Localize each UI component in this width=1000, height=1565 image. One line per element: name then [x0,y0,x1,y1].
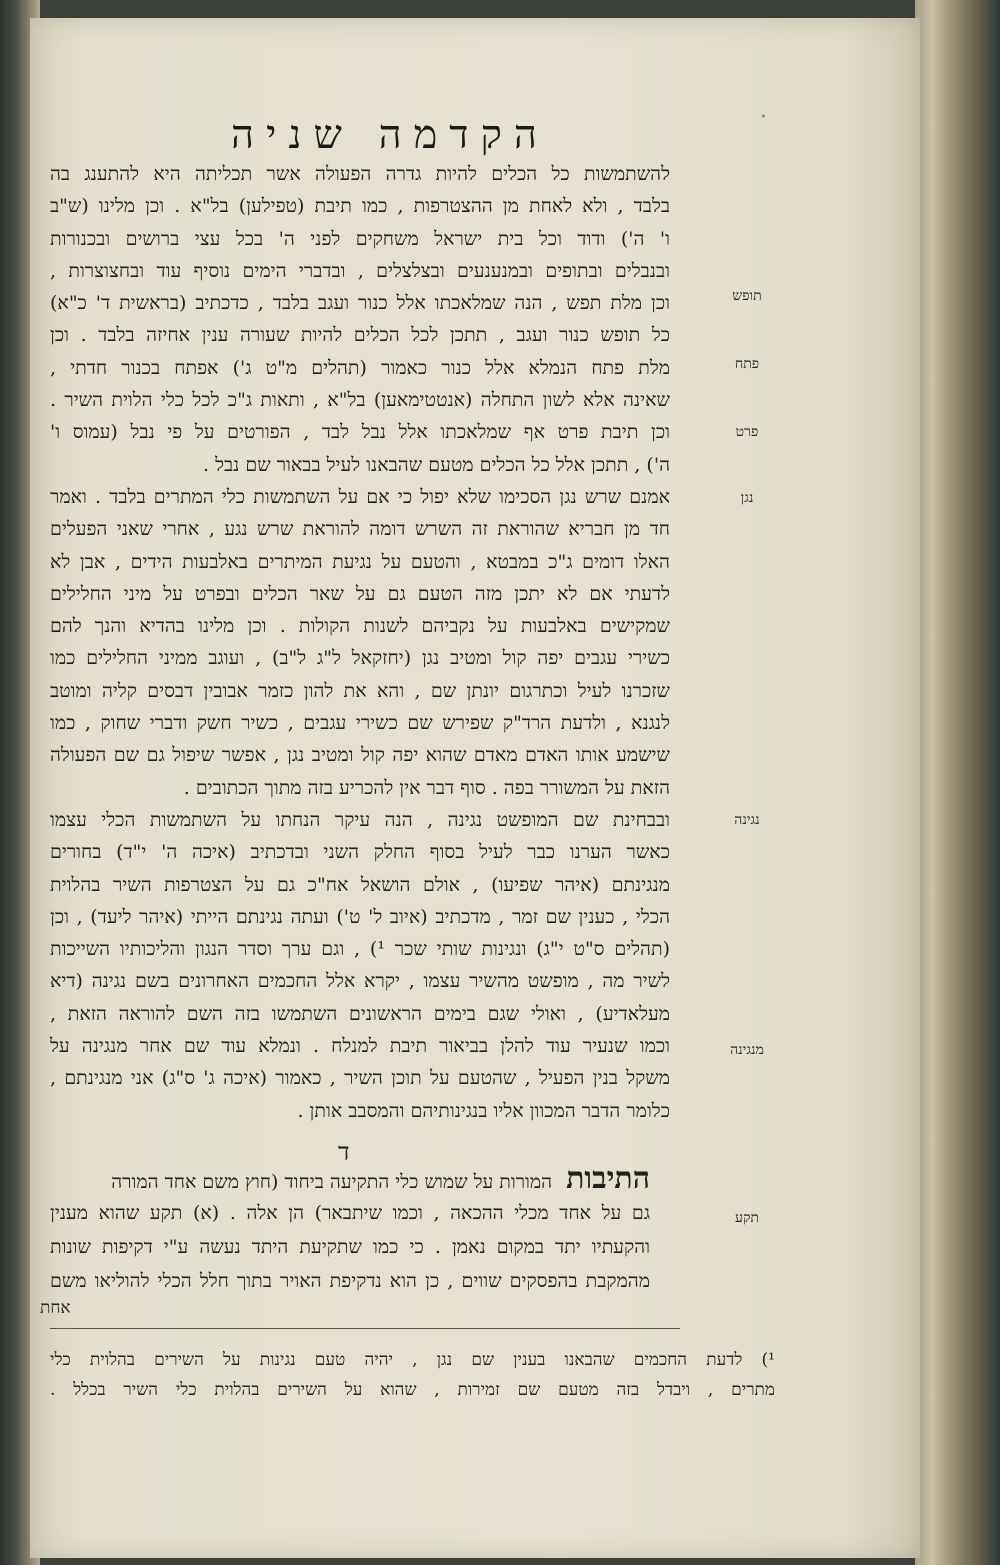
footnote-marker: ¹) [761,1350,775,1370]
text-line: כל תופש כנור ועגב , תתכן לכל הכלים להיות שעורה ענין אחיזה בלבד . וכן [50,324,670,347]
footnote-line: מתרים , ויבדל בזה מטעם שם זמירות , שהוא על השירים בהלוית כלי השיר בכלל . [50,1380,775,1400]
text-line: מלת פתח הנמלא אלל כנור כאמור (תהלים מ"ט ג') אפתח בכנור חדתי , [50,356,670,379]
text-line: להשתמשות כל הכלים להיות גדרה הפעולה אשר תכליתה היא להתענג בה [50,163,670,185]
text-line: לנגנא , ולדעת הרד"ק שפירש שם כשירי עגבים , כשיר חשק ודברי שחוק , כמו [50,712,670,735]
text-line: שישמע אותו האדם מאדם שהוא יפה קול ומטיב נגן , אפשר שיפול גם שם הפעולה [50,744,670,767]
text-line: וכמו שנעיר עוד להלן בביאור תיבת למנלח . ונמלא עוד שם אחר מנגינה על [50,1035,670,1058]
text-line: בלבד , ולא לאחת מן ההצטרפות , כמו תיבת (טפילען) בל"א . וכן מלינו (ש"ב [50,195,670,218]
text-line: שזכרנו לעיל וכתרגום יונתן שם , והא את להון כזמר אבובין דבסים קליה ומוטב [50,679,670,702]
text-line: ה') , תתכן אלל כל הכלים מטעם שהבאנו לעיל בבאור שם נבל . [203,453,670,476]
text-line: לשיר מה , מופשט מהשיר עצמו , יקרא אלל החכמים האחרונים בשם נגינה (דיא [50,970,670,993]
section-lead-word: התיבות [566,1162,650,1196]
text-line: גם על אחד מכלי ההכאה , וכמו שיתבאר) הן אלה . (א) תקע שהוא מענין [50,1202,650,1224]
decorative-mark-icon: · [760,105,767,130]
text-line: כלומר הדבר המכוון אליו בנגינותיהם והמסבב אותן . [297,1099,670,1122]
section-two-text [50,1162,650,1298]
text-line: ובנבלים ובתופים ובמנענעים ובצלצלים , ובדברי הימים נוסיף עוד ובחצוצרות , [50,259,670,282]
section-divider-letter: ד [338,1138,350,1166]
text-line: אמנם שרש נגן הסכימו שלא יפול כי אם על השתמשות כלי המתרים בלבד . ואמר [50,485,670,508]
footnote-text: לדעת החכמים שהבאנו בענין שם נגן , יהיה טעם נגינות על השירים בהלוית כלי [50,1350,743,1370]
text-line: הזאת על המשורר בפה . סוף דבר אין להכריע בזה מתוך הכתובים . [183,776,670,799]
text-line: משקל בנין הפעיל , שהטעם על תוכן השיר , כאמור (איכה ג' ס"ג) אני מנגינתם , [50,1067,670,1090]
catchword: אחת [40,1298,71,1318]
text-line: מעלאדיע) , ואולי שגם בימים הראשונים השתמשו בזה השם להוראה הזאת , [50,1002,670,1025]
text-line: האלו דומים ג"כ במבטא , והטעם על נגיעת המיתרים באלבעות הידים , אבן לא [50,550,670,573]
text-line: כשירי עגבים יפה קול ומטיב נגן (יחזקאל ל"ג ל"ב) , ועוגב ממיני החלילים כמו [50,647,670,670]
text-line: וכן תיבת פרט אף שמלאכתו אלל נבל לבד , הפורטים על פי נבל (עמוס ו' [50,421,670,444]
text-line: חד מן חבריא שהוראת זה השרש דומה להוראת שרש נגע , אחרי שאני הפעלים [50,518,670,541]
text-line: המורות על שמוש כלי התקיעה ביחוד (חוץ משם אחד המורה [111,1171,553,1193]
main-text-block [50,158,670,1127]
text-line: הכלי , כענין שם זמר , מדכתיב (איוב ל' ט') ועתה נגינתם הייתי (איהר ליעד) , וכן [50,905,670,928]
margin-keyword: תקע [735,1210,759,1226]
margin-keyword: נגן [740,490,754,506]
margin-keyword: תופש [732,288,762,304]
margin-keyword: נגינה [734,812,760,828]
section-two-first-line [50,1162,650,1196]
text-line: מהמקבת בהפסקים שווים , כן הוא נדקיפת האויר בתוך חלל הכלי להוליאו משם [50,1270,650,1292]
text-line: (תהלים ס"ט י"ג) ונגינות שותי שכר ¹) , וגם ערך וסדר הנגון והליכותיו השייכות [50,938,670,961]
book-page-edges-right [915,0,1000,1565]
text-line: שמקישים באלבעות על נקביהם לשנות הקולות . וכן מלינו בהדיא והנך להם [50,615,670,638]
text-line: והקעתיו יתד במקום נאמן . כי כמו שתקיעת היתד נעשה ע"י דקיפות שונות [50,1236,650,1258]
text-line: שאינה אלא לשון התחלה (אנטטימאען) בל"א , ותאות ג"כ לכל כלי הלוית השיר . [50,389,670,412]
footnote-line [50,1345,775,1375]
page-title: הקדמה שניה [231,112,549,158]
margin-keyword: פתח [734,356,760,372]
footnote [50,1345,775,1405]
text-line: ובבחינת שם המופשט נגינה , הנה עיקר הנחתו על השתמשות הכלי עצמו [50,808,670,831]
footnote-divider [50,1328,680,1329]
text-line: מנגינתם (איהר שפיעו) , אולם הושאל אח"כ גם על הצטרפות השיר בהלוית [50,873,670,896]
text-line: וכן מלת תפש , הנה שמלאכתו אלל כנור ועגב בלבד , כדכתיב (בראשית ד' כ"א) [50,292,670,315]
margin-keyword: מנגינה [730,1042,764,1058]
text-line: לדעתי אם לא יתכן מזה הטעם גם על שאר הכלים ובפרט על מיני החלילים [50,582,670,605]
text-line: ו' ה') ודוד וכל בית ישראל משחקים לפני ה' בכל עצי ברושים ובכנורות [50,227,670,250]
text-line: כאשר הערנו כבר לעיל בסוף החלק השני ובדכתיב (איכה ה' י"ד) בחורים [50,841,670,864]
margin-keyword: פרט [735,424,759,440]
